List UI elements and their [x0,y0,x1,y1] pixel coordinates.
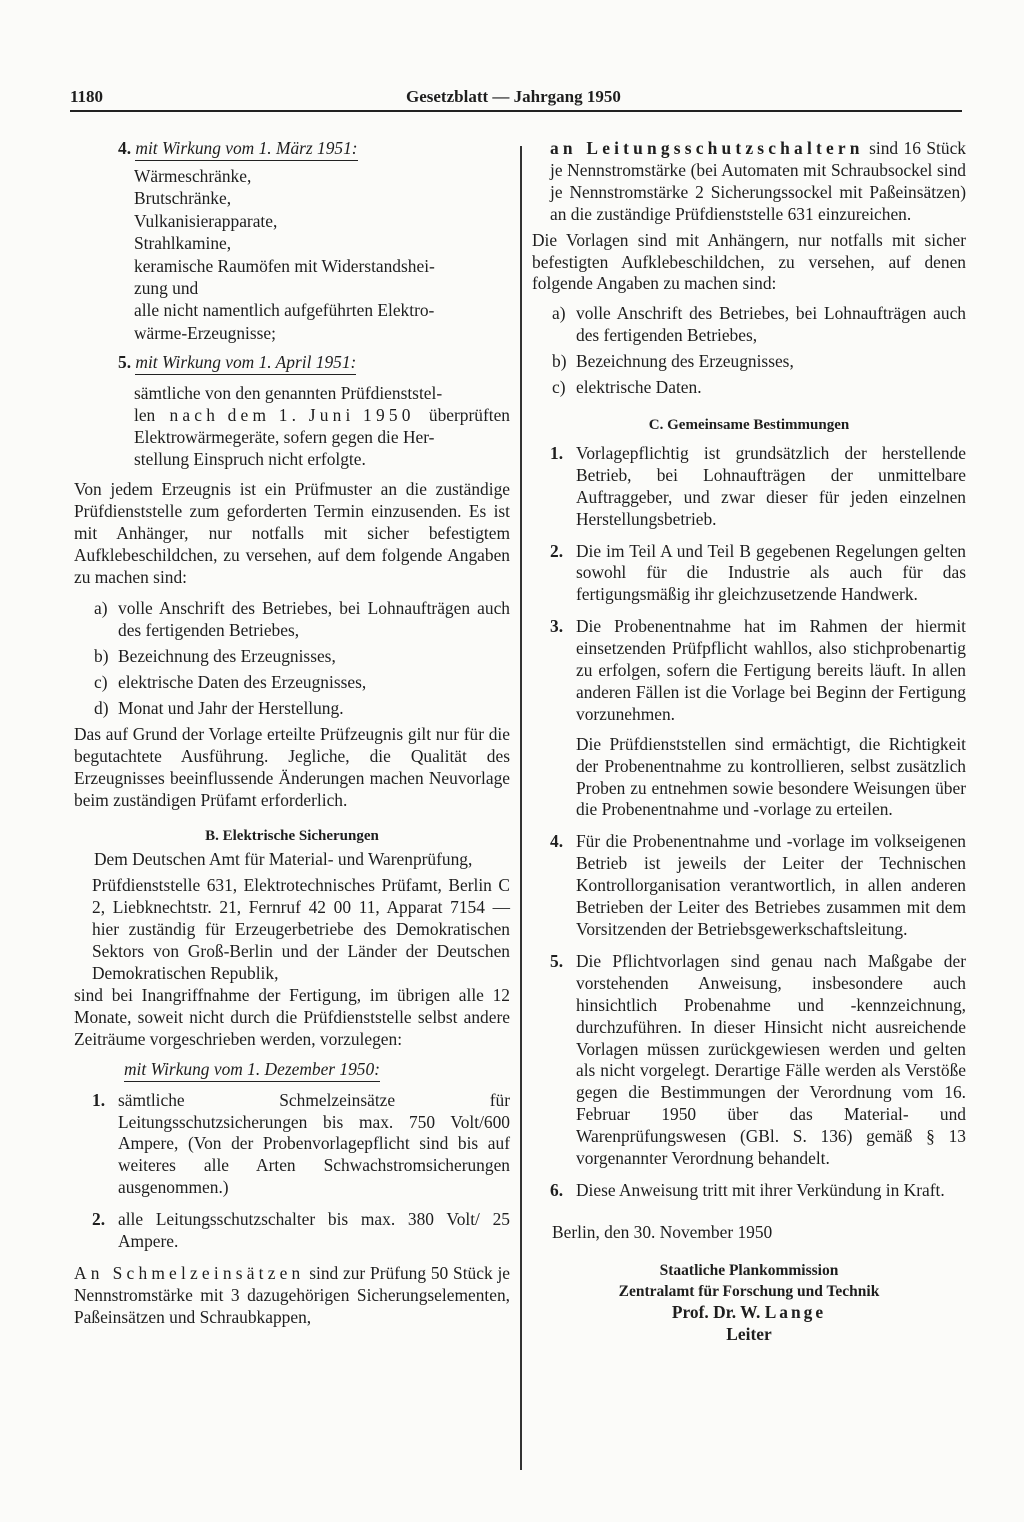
section-4-heading [118,138,510,161]
list-item [552,303,966,347]
spaced-phrase: An Schmelzeinsätzen [74,1262,305,1283]
list-item [92,1209,510,1253]
section-5-number: 5. [118,352,132,373]
list-item [550,541,966,607]
left-lettered-list [94,598,510,720]
page-header [70,84,962,112]
list-item [134,255,510,300]
list-item [550,616,966,821]
signature-office: Zentralamt für Forschung und Technik [618,1282,880,1300]
list-item: Vulkanisierapparate, [134,210,278,231]
block-line: sämtliche von den genannten Prüfdienststel- [134,383,443,404]
page-number: 1180 [70,87,104,106]
section-heading-b: B. Elektrische Sicherungen [205,827,379,844]
section-5-heading [118,352,510,375]
paragraph-specimen: Von jedem Erzeugnis ist ein Prüfmuster an die zuständige Prüfdienststelle zum geforderten Termin einzusenden. Es ist mit Anhänger, nur notfalls mit sicher befestigtem Aufklebeschildchen, zu versehen, auf dem folgende Angaben zu machen sind: [74,478,510,587]
item-text: Diese Anweisung tritt mit ihrer Verkündung in Kraft. [576,1179,945,1200]
item-label: 3. [550,616,564,637]
common-provisions-list [532,443,966,1202]
block-line [134,405,510,427]
paragraph-text: sind zur Prüfung 50 Stück je Nennstromstärke mit 3 dazugehörigen Sicherungselementen, Paßeinsätzen und Schraubkappen, [74,1262,510,1327]
list-item: Strahlkamine, [134,233,232,254]
header-rule [70,110,962,112]
list-item [550,831,966,941]
section-5-title: mit Wirkung vom 1. April 1951: [135,352,356,375]
date-line: Berlin, den 30. November 1950 [552,1221,773,1242]
block-line: Elektrowärmegeräte, sofern gegen die Her- [134,427,435,448]
item-label: 1. [92,1089,106,1110]
spaced-phrase: an Leitungsschutzschaltern [550,138,864,158]
item-text: elektrische Daten des Erzeugnisses, [118,672,367,693]
left-column [74,138,510,1329]
item-label: 6. [550,1179,564,1200]
item-text: Die Pflichtvorlagen sind genau nach Maßgabe der vorstehenden Anweisung, insbesondere auch hinsichtlich Probenahme und -kennzeichnung, durchzuführen. In dieser Hinsicht nicht ausreichende Vorlagen müssen zurückgewiesen werden und gelten als nicht vorgelegt. Derartige Fälle werden als Verstöße gegen die Bestimmungen der Verordnung vom 16. Februar 1950 über das Material- und Warenprüfungswesen (GBl. S. 136) gemäß § 13 vorgenannter Verordnung behandelt. [576,950,966,1169]
list-item [94,646,510,668]
signature-agency: Staatliche Plankommission [659,1261,839,1279]
right-column [532,138,966,1346]
item-text: volle Anschrift des Betriebes, bei Lohnaufträgen auch des fertigenden Betriebes, [118,598,510,641]
paragraph-fuse-inserts [74,1263,510,1329]
paragraph-circuit-breakers [550,138,966,226]
item-text: alle Leitungsschutzschalter bis max. 380 Volt/ 25 Ampere. [118,1209,510,1252]
block-line: stellung Einspruch nicht erfolgte. [134,448,366,469]
section-heading-c: C. Gemeinsame Bestimmungen [648,416,850,433]
column-divider [520,146,522,1470]
list-item [94,598,510,642]
running-title: Gesetzblatt — Jahrgang 1950 [406,87,621,106]
item-text: Vorlagepflichtig ist grundsätzlich der herstellende Betrieb, bei Lohnaufträgen der unmittelbare Auftraggeber, und zwar dieser für jeden einzelnen Herstellungsbetrieb. [576,442,966,529]
item-label: 4. [550,831,564,852]
list-item: Wärmeschränke, [134,166,252,186]
item-body [576,616,966,821]
list-item [94,672,510,694]
item-label: 2. [550,540,564,561]
item-text: Bezeichnung des Erzeugnisses, [576,351,794,372]
paragraph-authority: Dem Deutschen Amt für Material- und Warenprüfung, [94,849,473,870]
list-item: Brutschränke, [134,188,232,209]
item-label: 1. [550,442,564,463]
item-label: 2. [92,1209,106,1230]
signature-name [532,1302,966,1324]
item-label: c) [552,377,566,398]
list-item [134,299,510,344]
item-label: d) [94,698,109,719]
paragraph-text: sind 16 Stück je Nennstromstärke (bei Automaten mit Schraubsockel sind je Nennstromstärke 2 Sicherungssockel mit Paßeinsätzen) an die zuständige Prüfdienststelle 631 einzureichen. [550,138,966,224]
section-4-title: mit Wirkung vom 1. März 1951: [135,138,357,161]
item-text: volle Anschrift des Betriebes, bei Lohnaufträgen auch des fertigenden Betriebes, [576,303,966,346]
list-item-line: zung und [134,278,199,299]
block-word: len [134,405,156,426]
list-item-line: keramische Raumöfen mit Widerstandshei- [134,255,435,276]
item-text: Monat und Jahr der Herstellung. [118,698,344,719]
list-item-line: wärme-Erzeugnisse; [134,322,276,343]
item-text: sämtliche Schmelzeinsätze für Leitungsschutzsicherungen bis max. 750 Volt/600 Ampere, (Von der Probenvorlagepflicht sind bis auf weiteres alle Arten Schwachstromsicherungen ausgenommen.) [118,1089,510,1198]
section-4-list [134,165,510,344]
list-item [550,951,966,1170]
item-label: a) [94,598,108,619]
fuse-list [74,1090,510,1253]
right-lettered-list [552,303,966,399]
december-title: mit Wirkung vom 1. Dezember 1950: [124,1059,380,1082]
section-4-number: 4. [118,138,132,158]
signature-surname: Lange [764,1301,827,1322]
list-item [550,1180,966,1202]
item-label: a) [552,303,566,324]
list-item-line: alle nicht namentlich aufgeführten Elektro- [134,300,435,321]
spaced-date-phrase: nach dem 1. Juni 1950 [169,405,415,426]
list-item [94,698,510,720]
item-label: 5. [550,950,564,971]
block-word: überprüften [428,405,510,426]
signature-title: Prof. Dr. W. [671,1301,761,1322]
paragraph-submission: sind bei Inangriffnahme der Fertigung, im übrigen alle 12 Monate, soweit nicht durch die Prüfdienststelle selbst andere Zeiträume vorgeschrieben werden, vorzulegen: [74,984,510,1049]
paragraph-tags: Die Vorlagen sind mit Anhängern, nur notfalls mit sicher befestigten Aufklebeschildchen, zu versehen, auf denen folgende Angaben zu machen sind: [532,229,966,294]
item-label: b) [552,351,567,372]
list-item [550,443,966,531]
paragraph-address: Prüfdienststelle 631, Elektrotechnisches Prüfamt, Berlin C 2, Liebknechtstr. 21, Fernruf 42 00 11, Apparat 7154 — hier zuständig für Erzeugerbetriebe des Demokratischen Sektors von Groß-Berlin und der Länder der Deutschen Demokratischen Republik, [92,875,510,983]
item-text: Die Probenentnahme hat im Rahmen der hiermit einsetzenden Prüfpflicht wahllos, also stichprobenartig zu erfolgen, sofern die Fertigung bereits läuft. In allen anderen Fällen ist die Vorlage bei Beginn der Fertigung vorzunehmen. [576,616,966,724]
signature-block [532,1260,966,1346]
section-5-block [134,383,510,471]
list-item [92,1090,510,1200]
item-text: Bezeichnung des Erzeugnisses, [118,646,336,667]
list-item [552,377,966,399]
item-label: c) [94,672,108,693]
item-text: Die im Teil A und Teil B gegebenen Regelungen gelten sowohl für die Industrie als auch für das fertigungsmäßig ihr gleichzusetzende Handwerk. [576,540,966,605]
list-item [552,351,966,373]
item-text: Für die Probenentnahme und -vorlage im volkseigenen Betrieb ist jeweils der Leiter der Technischen Kontrollorganisation verantwortlich, in allen anderen Betrieben der Leiter des Betriebes zusammen mit dem Vorsitzenden der Betriebsgewerkschaftsleitung. [576,831,966,939]
item-text: elektrische Daten. [576,377,702,398]
paragraph-certificate: Das auf Grund der Vorlage erteilte Prüfzeugnis gilt nur für die begutachtete Ausführung. Jegliche, die Qualität des Erzeugnisses beeinflussende Änderungen machen Neuvorlage beim zuständigen Prüfamt erforderlich. [74,723,510,810]
december-heading [124,1059,510,1082]
item-label: b) [94,646,109,667]
item-extra-text: Die Prüfdienststellen sind ermächtigt, die Richtigkeit der Probenentnahme zu kontrollieren, selbst zusätzlich Proben zu entnehmen sowie besondere Weisungen über die Probenentnahme und -vorlage zu erteilen. [576,733,966,820]
signature-role: Leiter [726,1323,772,1344]
